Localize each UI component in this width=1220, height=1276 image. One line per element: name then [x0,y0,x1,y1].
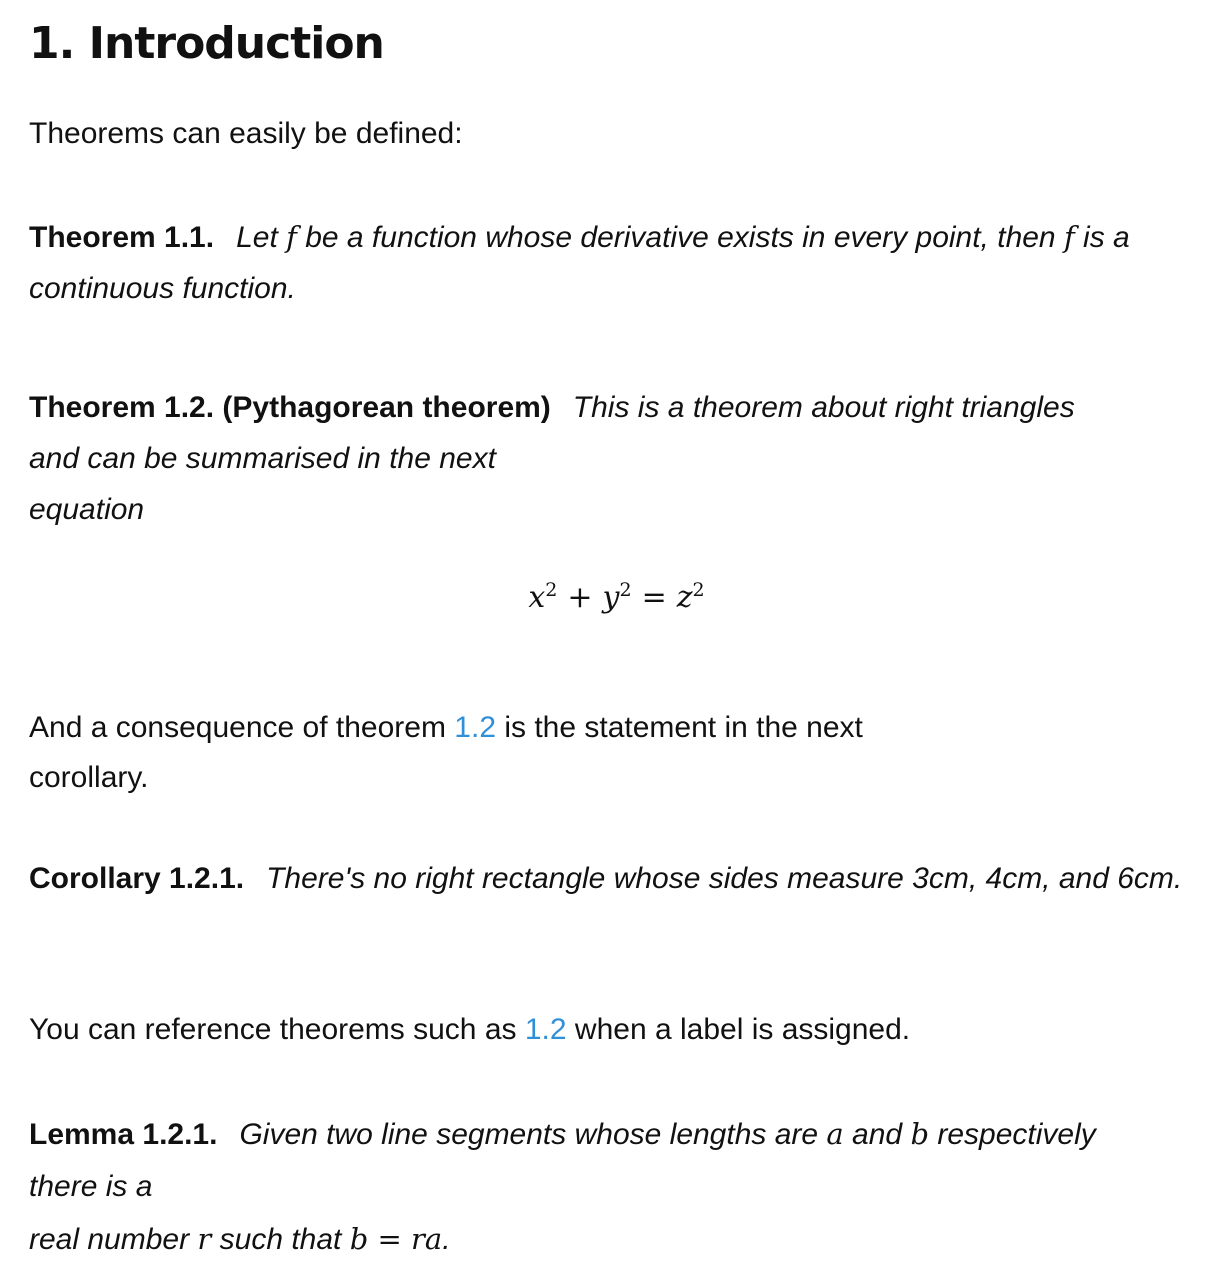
theorem-text-part: be a function whose derivative exists in every point, then [296,221,1064,254]
theorem-1-2 [29,382,1204,535]
lemma-line-3 [29,1223,451,1256]
eq-exponent: 2 [545,579,558,601]
lemma-text-part: such that [211,1223,350,1256]
paragraph-text: is the statement in the next [496,711,863,744]
theorem-1-2-line-2: and can be summarised in the next [29,442,496,475]
corollary-text: There's no right rectangle whose sides measure 3cm, 4cm, and 6cm. [266,862,1183,895]
eq-var-y: y [602,580,620,615]
lemma-label: Lemma 1.2.1. [29,1118,218,1151]
math-var-f: f [286,220,297,254]
theorem-text-part: is a continuous function. [29,221,1130,305]
section-title: 1. Introduction [29,18,384,69]
math-var-a: a [826,1117,844,1151]
theorem-ref-link[interactable]: 1.2 [454,711,497,744]
lemma-text-part: Given two line segments whose lengths are [239,1118,827,1151]
paragraph-text: corollary. [29,761,149,794]
eq-var-x: x [528,580,546,615]
theorem-1-2-line-3: equation [29,493,145,526]
lemma-line-1 [239,1118,1095,1151]
theorem-1-1 [29,212,1204,314]
math-var-f: f [1063,220,1075,254]
eq-exponent: 2 [619,579,632,601]
math-var-r: r [197,1222,212,1256]
lemma-line-2: there is a [29,1170,153,1203]
eq-var-z: z [676,580,693,615]
math-expr-ra: ra [411,1222,443,1256]
math-var-b: b [910,1117,930,1151]
paragraph-text: And a consequence of theorem [29,711,455,744]
math-var-b: b [349,1222,369,1256]
lemma-text-part: and [843,1118,911,1151]
paragraph-text: You can reference theorems such as [29,1013,525,1046]
paragraph-text: when a label is assigned. [566,1013,911,1046]
intro-paragraph: Theorems can easily be defined: [29,117,463,150]
theorem-ref-link[interactable]: 1.2 [524,1013,567,1046]
lemma-text-part: real number [29,1223,198,1256]
theorem-text-part: Let [236,221,287,254]
reference-paragraph [29,1005,1204,1055]
corollary-1-2-1 [29,854,1204,904]
math-equals: = [368,1222,412,1256]
eq-exponent: 2 [692,579,705,601]
pythagorean-equation [29,565,1204,623]
theorem-1-2-line-1: This is a theorem about right triangles [572,391,1075,424]
lemma-text-part: . [442,1223,451,1256]
theorem-1-2-label: Theorem 1.2. (Pythagorean theorem) [29,391,551,424]
eq-plus: + [567,580,593,615]
corollary-label: Corollary 1.2.1. [29,862,245,895]
lemma-1-2-1 [29,1108,1204,1266]
eq-equals: = [641,580,667,615]
consequence-paragraph [29,703,1204,803]
theorem-1-1-label: Theorem 1.1. [29,221,215,254]
lemma-text-part: respectively [929,1118,1096,1151]
